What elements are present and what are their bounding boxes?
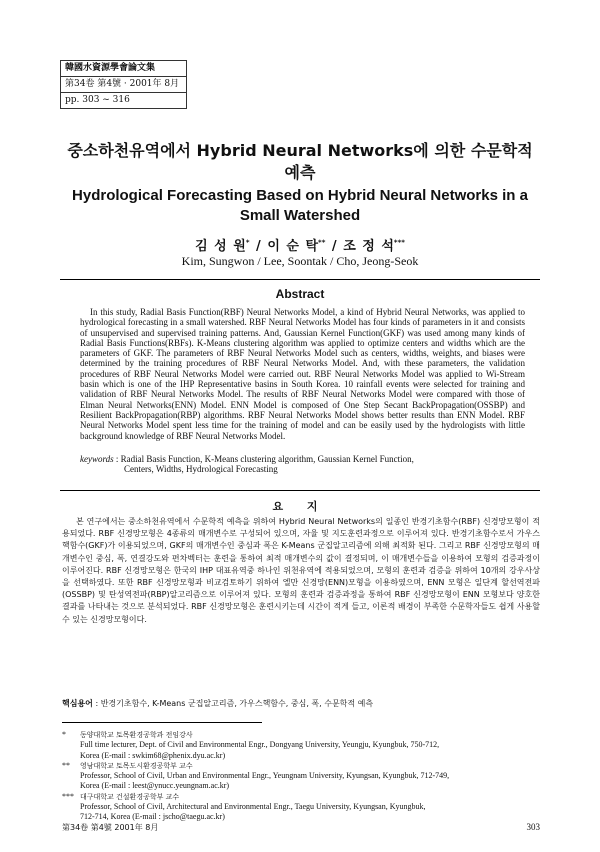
- divider: [60, 490, 540, 491]
- journal-name: 韓國水資源學會論文集: [61, 61, 186, 77]
- author-3: 조 정 석: [343, 239, 394, 254]
- footnote-english-line: 712-714, Korea (E-mail : jscho@taegu.ac.kr): [80, 812, 225, 822]
- korean-keywords-label: 핵심용어: [62, 699, 93, 708]
- korean-keywords-text: : 반경기초함수, K-Means 군집알고리즘, 가우스핵함수, 중심, 폭, 수문학적 예측: [95, 699, 374, 708]
- korean-abstract-text: 본 연구에서는 중소하천유역에서 수문학적 예측을 위하여 Hybrid Neural Networks의 일종인 반경기초함수(RBF) 신경망모형이 적용되었다. RBF 신경망모형은 4종류의 매개변수로 구성되어 있으며, 자율 및 지도훈련과정으로 이루어져 있다. 반경기초함수로서 가우스핵함수(GKF)가 이용되었으며, GKF의 매개변수인 중심과 폭은 K-Means 군집알고리즘에 의해 최적화 된다. 그리고 RBF 신경망모형의 매개변수인 중심, 폭, 연결강도와 편차벡터는 훈련을 통하여 최적 매개변수의 값이 결정되며, 이 매개변수들을 이용하여 모형의 검증과정이 이루어진다. RBF 신경망모형은 한국의 IHP 대표유역중 하나인 위천유역에 적용되었으며, 모형의 훈련과 검증을 위하여 10개의 강우사상을 선택하였다. 또한 RBF 신경망모형과 비교검토하기 위하여 엘만 신경망(ENN)모형을 이용하였으며, ENN 모형은 일단계 할선역전파(OSSBP) 및 탄성역전파(RBP)알고리즘으로 이루어져 있다. 모형의 훈련과 검증과정을 통하여 RBF 신경망모형이 ENN 모형보다 양호한 결과를 나타내는 것으로 분석되었다. RBF 신경망모형은 훈련시키는데 시간이 적게 들고, 이론적 배경이 부족한 수문학자들도 쉽게 사용할 수 있는 신경망모형이다.: [62, 517, 540, 624]
- keywords-line-2: Centers, Widths, Hydrological Forecasting: [124, 464, 278, 475]
- footnotes: [62, 730, 532, 823]
- authors-korean: [60, 235, 540, 254]
- journal-pages: pp. 303 ~ 316: [65, 95, 130, 105]
- footnote-divider: [62, 722, 262, 723]
- korean-abstract-heading: 요 지: [272, 500, 328, 513]
- footnote-korean: 대구대학교 건설환경공학부 교수: [80, 792, 180, 801]
- paper-title-korean: 중소하천유역에서 Hybrid Neural Networks에 의한 수문학적 예측: [67, 141, 533, 182]
- footnote-korean: 영남대학교 토목도시환경공학부 교수: [80, 761, 193, 770]
- footnote-english-line: Full time lecturer, Dept. of Civil and Environmental Engr., Dongyang University, Yeungju, Kyungbuk, 750-712,: [80, 740, 440, 750]
- footnote: [62, 730, 532, 761]
- footnote-korean: 동양대학교 토목환경공학과 전임강사: [80, 731, 193, 739]
- footnote-english-line: Professor, School of Civil, Urban and Environmental Engr., Yeungnam University, Kyungsan, Kyungbuk, 712-749,: [80, 771, 450, 781]
- footnote-mark: **: [62, 760, 70, 770]
- paper-title-english: Hydrological Forecasting Based on Hybrid Neural Networks in a Small Watershed: [72, 187, 528, 224]
- author-2-mark: **: [318, 238, 326, 247]
- abstract-keywords: [80, 454, 525, 475]
- keywords-line-1: : Radial Basis Function, K-Means clustering algorithm, Gaussian Kernel Function,: [115, 454, 414, 464]
- footnote-english-line: Professor, School of Civil, Architectural and Environmental Engr., Taegu University, Kyungsan, Kyungbuk,: [80, 802, 426, 812]
- korean-keywords: [62, 698, 540, 709]
- footnote-english-line: Korea (E-mail : leest@ynucc.yeungnam.ac.kr): [80, 781, 230, 791]
- keywords-label: keywords: [80, 454, 114, 464]
- page-number: 303: [526, 822, 540, 832]
- divider: [60, 279, 540, 280]
- author-2: 이 순 탁: [267, 239, 319, 254]
- footnote: [62, 792, 532, 823]
- author-1: 김 성 원: [195, 239, 246, 254]
- abstract-text: In this study, Radial Basis Function(RBF) Neural Networks Model, a kind of Hybrid Neural Networks, was applied to hydrological forecasting in a small watershed. RBF Neural Networks Model has four kinds of parameters in it and consists of unsupervised and supervised training patterns. And, Gaussian Kernel Function(GKF) was used among many kinds of Radial Basis Functions(RBFs). K-Means clustering algorithm was applied to optimize centers and widths which are the parameters of GKF. The parameters of RBF Neural Networks Model such as centers, widths, weights, and biases were determined by the training procedures of RBF Neural Networks Model. And, with these parameters, the validation procedures of RBF Neural Networks Model were carried out. RBF Neural Networks Model was applied to Wi-Stream basin which is one of the IHP Representative basins in South Korea. 10 rainfall events were selected for training and validation of RBF Neural Networks Model. The results of RBF Neural Networks Model were compared with those of Elman Neural Networks(ENN) Model. ENN Model is composed of One Step Secant BackPropagation(OSSBP) and Resilient BackPropagation(RBP) algorithms. RBF Neural Networks Model shows better results than ENN Model. RBF Neural Networks Model spent less time for the training of model and can be easily used by the hydrologists with little background knowledge of RBF Neural Networks Model.: [80, 307, 525, 441]
- journal-volume: 第34卷 第4號 · 2001年 8月: [61, 77, 186, 93]
- footnote-english-line: Korea (E-mail : swkim68@phenix.dyu.ac.kr): [80, 750, 226, 760]
- authors-english: Kim, Sungwon / Lee, Soontak / Cho, Jeong-Seok: [181, 254, 419, 268]
- author-1-mark: *: [245, 238, 250, 247]
- footnote-mark: *: [62, 730, 66, 739]
- footnote: [62, 761, 532, 792]
- author-separator: /: [325, 239, 344, 254]
- author-3-mark: ***: [393, 238, 405, 247]
- author-separator: /: [249, 239, 268, 254]
- journal-info-box: [60, 60, 187, 109]
- page-footer-journal: 第34卷 第4號 2001年 8月: [62, 823, 159, 832]
- abstract-heading: Abstract: [275, 287, 325, 301]
- footnote-mark: ***: [62, 791, 74, 801]
